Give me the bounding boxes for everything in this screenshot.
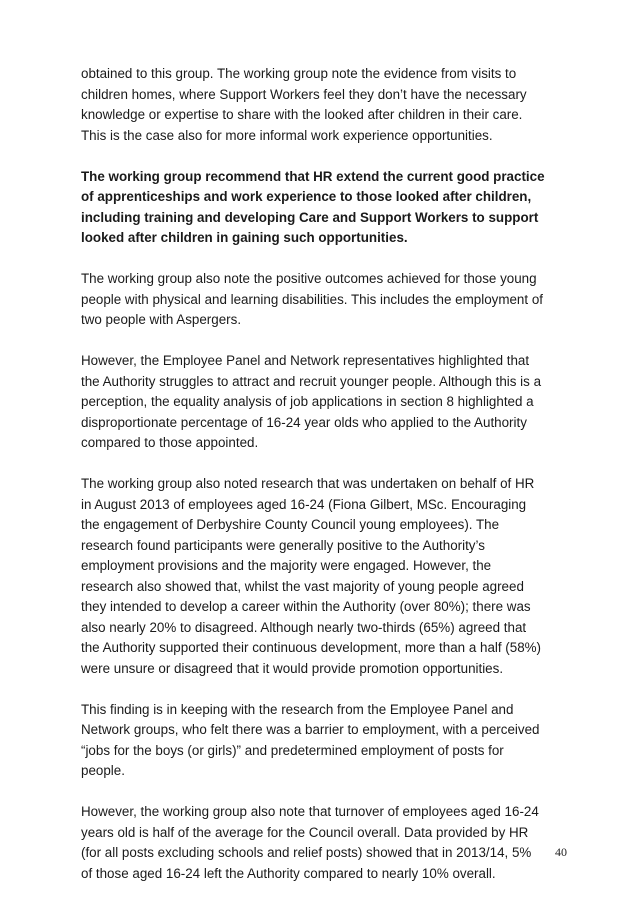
text-line: were unsure or disagreed that it would provide promotion opportunities.	[81, 660, 504, 676]
text-line: including training and developing Care and Support Workers to support	[81, 209, 539, 225]
text-line: the engagement of Derbyshire County Council young employees). The	[81, 517, 500, 532]
text-line: The working group also note the positive outcomes achieved for those young	[81, 271, 537, 286]
text-line: perception, the equality analysis of job applications in section 8 highlighted a	[81, 394, 534, 409]
text-line: in August 2013 of employees aged 16-24 (Fiona Gilbert, MSc. Encouraging	[81, 496, 527, 512]
text-line: However, the Employee Panel and Network representatives highlighted that	[81, 353, 530, 368]
text-line: of those aged 16-24 left the Authority compared to nearly 10% overall.	[81, 865, 496, 881]
document-body	[81, 64, 571, 905]
text-line: the Authority struggles to attract and recruit younger people. Although this is a	[81, 373, 542, 389]
text-line: two people with Aspergers.	[81, 312, 242, 327]
text-line: people.	[81, 763, 125, 778]
text-line: “jobs for the boys (or girls)” and predetermined employment of posts for	[81, 742, 504, 758]
text-line: research found participants were generally positive to the Authority’s	[81, 537, 485, 553]
text-line: knowledge or expertise to share with the looked after children in their care.	[81, 107, 523, 122]
text-line: looked after children in gaining such opportunities.	[81, 230, 408, 245]
text-line: However, the working group also note that turnover of employees aged 16-24	[81, 804, 539, 819]
text-line: Network groups, who felt there was a barrier to employment, with a perceived	[81, 722, 540, 737]
text-line: The working group also noted research that was undertaken on behalf of HR	[81, 476, 535, 491]
text-line: they intended to develop a career within the Authority (over 80%); there was	[81, 599, 531, 614]
text-line: employment provisions and the majority were engaged. However, the	[81, 558, 492, 573]
text-line: people with physical and learning disabilities. This includes the employment of	[81, 291, 543, 307]
recommendation-paragraph	[81, 167, 571, 249]
text-line: This is the case also for more informal work experience opportunities.	[81, 127, 493, 143]
paragraph-4	[81, 351, 571, 454]
paragraph-1	[81, 64, 571, 146]
text-line: years old is half of the average for the Council overall. Data provided by HR	[81, 824, 529, 840]
text-line: This finding is in keeping with the research from the Employee Panel and	[81, 701, 514, 717]
text-line: The working group recommend that HR extend the current good practice	[81, 168, 545, 184]
paragraph-3	[81, 269, 571, 331]
text-line: children homes, where Support Workers feel they don’t have the necessary	[81, 86, 527, 102]
paragraph-6	[81, 700, 571, 782]
text-line: the Authority supported their continuous development, more than a half (58%)	[81, 640, 542, 655]
text-line: of apprenticeships and work experience to those looked after children,	[81, 189, 532, 204]
text-line: compared to those appointed.	[81, 435, 259, 450]
text-line: (for all posts excluding schools and relief posts) showed that in 2013/14, 5%	[81, 845, 532, 860]
paragraph-7	[81, 802, 571, 884]
page-number: 40	[555, 845, 567, 859]
text-line: research also showed that, whilst the vast majority of young people agreed	[81, 578, 524, 594]
text-line: disproportionate percentage of 16-24 year olds who applied to the Authority	[81, 414, 527, 430]
paragraph-5	[81, 474, 571, 679]
text-line: also nearly 20% to disagreed. Although nearly two-thirds (65%) agreed that	[81, 619, 527, 635]
text-line: obtained to this group. The working group note the evidence from visits to	[81, 66, 517, 81]
